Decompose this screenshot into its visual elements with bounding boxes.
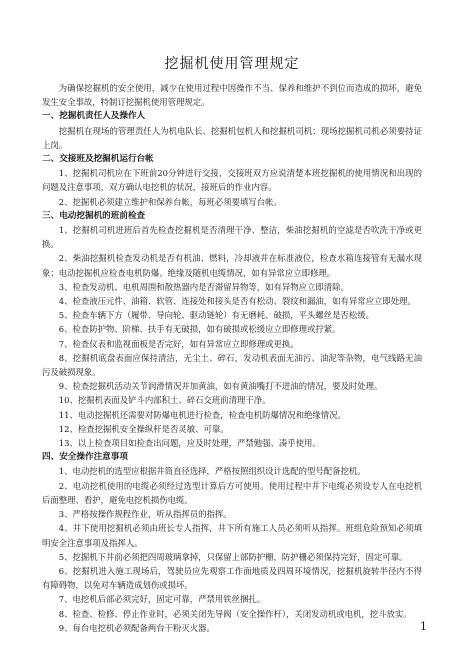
section-paragraph: 5、挖掘机下井前必须把四周玻璃拿掉，只保留上部防护栅，防护栅必须保持完好，固定可靠。 [58, 551, 408, 562]
section-paragraph: 12、检查挖掘机安全操纵杆是否灵敏、可靠。 [58, 423, 229, 434]
section-paragraph: 3、检查发动机、电机周围和散热器内是否滞留异物等，如有异物应立即清除。 [58, 281, 349, 292]
section-paragraph: 10、挖掘机表面及铲斗内部积土、碎石交班前清理干净。 [58, 395, 271, 406]
section-heading: 一、挖掘机责任人及操作人 [42, 111, 146, 122]
section-paragraph: 1、挖掘机司机应在下班前20分钟进行交接，交接班双方应说清楚本班挖掘机的使用情况和出现的问题及注意事项，双方确认电挖机的状况，接班后的作业内容。 [42, 168, 422, 193]
section-paragraph: 4、井下使用挖掘机必须由班长专人指挥，井下所有施工人员必须听从指挥。班组危险预知必须填明安全注意事项及指挥人。 [42, 523, 422, 548]
section-paragraph: 6、检查防护物、阶梯、扶手有无破损，如有破损或松缓应立即修理或拧紧。 [58, 324, 341, 335]
section-paragraph: 5、检查车辆下方（履带、导向轮、驱动链轮）有无磨耗、破损，平头螺丝是否松缓。 [58, 310, 374, 321]
section-paragraph: 9、每台电挖机必须配备两台干粉灭火器。 [58, 622, 215, 633]
section-heading: 三、电动挖掘机的班前检查 [42, 210, 146, 221]
section-2 [42, 152, 422, 209]
section-paragraph: 2、电动挖机使用的电缆必须经过选型计算后方可使用。使用过程中井下电缆必须设专人在电挖机后面整理、看护，避免电挖机损伤电缆。 [42, 480, 422, 505]
section-4 [42, 450, 422, 635]
section-heading: 四、安全操作注意事项 [42, 452, 128, 463]
section-heading: 二、交接班及挖掘机运行台帐 [42, 154, 154, 165]
section-paragraph: 11、电动挖掘机还需要对防爆电机进行检查，检查电机防爆情况和绝缘情况。 [58, 409, 346, 420]
section-paragraph: 1、挖掘机司机进班后首先检查挖掘机是否清理干净、整洁，柴油挖掘机的空滤是否吹洗干净或更换。 [42, 225, 422, 250]
intro-paragraph: 为确保挖掘机的安全使用，减少在使用过程中因操作不当、保养和维护不到位而造成的损坏，避免发生安全事故，特制订挖掘机使用管理规定。 [42, 83, 422, 108]
document-body [42, 56, 422, 635]
section-paragraph: 1、电动挖机的选型应根据井筒直径选择，严格按照组织设计选配的型号配备挖机。 [58, 466, 366, 477]
section-paragraph: 挖掘机在现场的管理责任人为机电队长、挖掘机包机人和挖掘机司机；现场挖掘机司机必须要持证上岗。 [42, 125, 422, 150]
section-1 [42, 109, 422, 152]
section-paragraph: 7、检查仪表和监视面板是否完好，如有异常应立即修理或更换。 [58, 338, 299, 349]
section-paragraph: 9、检查挖掘机活动关节润滑情况并加黄油，如有黄油嘴打不进油的情况，要及时处理。 [58, 381, 383, 392]
section-3 [42, 209, 422, 450]
section-paragraph: 8、检查、检修、停止作业时，必须关闭先导阀（安全操作杆），关闭发动机或电机，挖斗放实。 [58, 608, 412, 619]
document-title: 挖掘机使用管理规定 [164, 56, 300, 72]
section-paragraph: 2、柴油挖掘机检查发动机是否有机油、燃料，冷却液并在标准液位，检查水箱连接管有无漏水现象；电动挖掘机应检查电机防爆、绝缘及随机电缆情况，如有异常应立即修理。 [42, 253, 422, 278]
page-number: 1 [420, 620, 427, 633]
section-paragraph: 13、以上检查项目如检查出问题，应及时处理，严禁勉强、凑乎使用。 [58, 438, 321, 449]
section-paragraph: 6、挖掘机进入施工现场后，驾驶员应先观察工作面地质及四周环境情况，挖掘机旋转半径内不得有障碍物，以免对车辆造成划伤或损坏。 [42, 565, 422, 591]
section-paragraph: 3、严格按操作规程作业，听从指挥员的指挥。 [58, 509, 232, 520]
section-paragraph: 8、挖掘机底盘表面应保持清洁，无尘土、碎石，发动机表面无油污、油泥等杂物，电气线路无油污及破损现象。 [42, 352, 422, 378]
section-paragraph: 2、挖掘机必须建立维护和保养台帐，每班必须要填写台帐。 [58, 196, 282, 207]
section-paragraph: 7、电挖机后部必须完好，固定可靠，严禁用铁丝捆扎。 [58, 594, 266, 605]
section-paragraph: 4、检查液压元件、油箱、软管、连接处和接头是否有松动、裂纹和漏油，如有异常应立即处理。 [58, 296, 416, 307]
